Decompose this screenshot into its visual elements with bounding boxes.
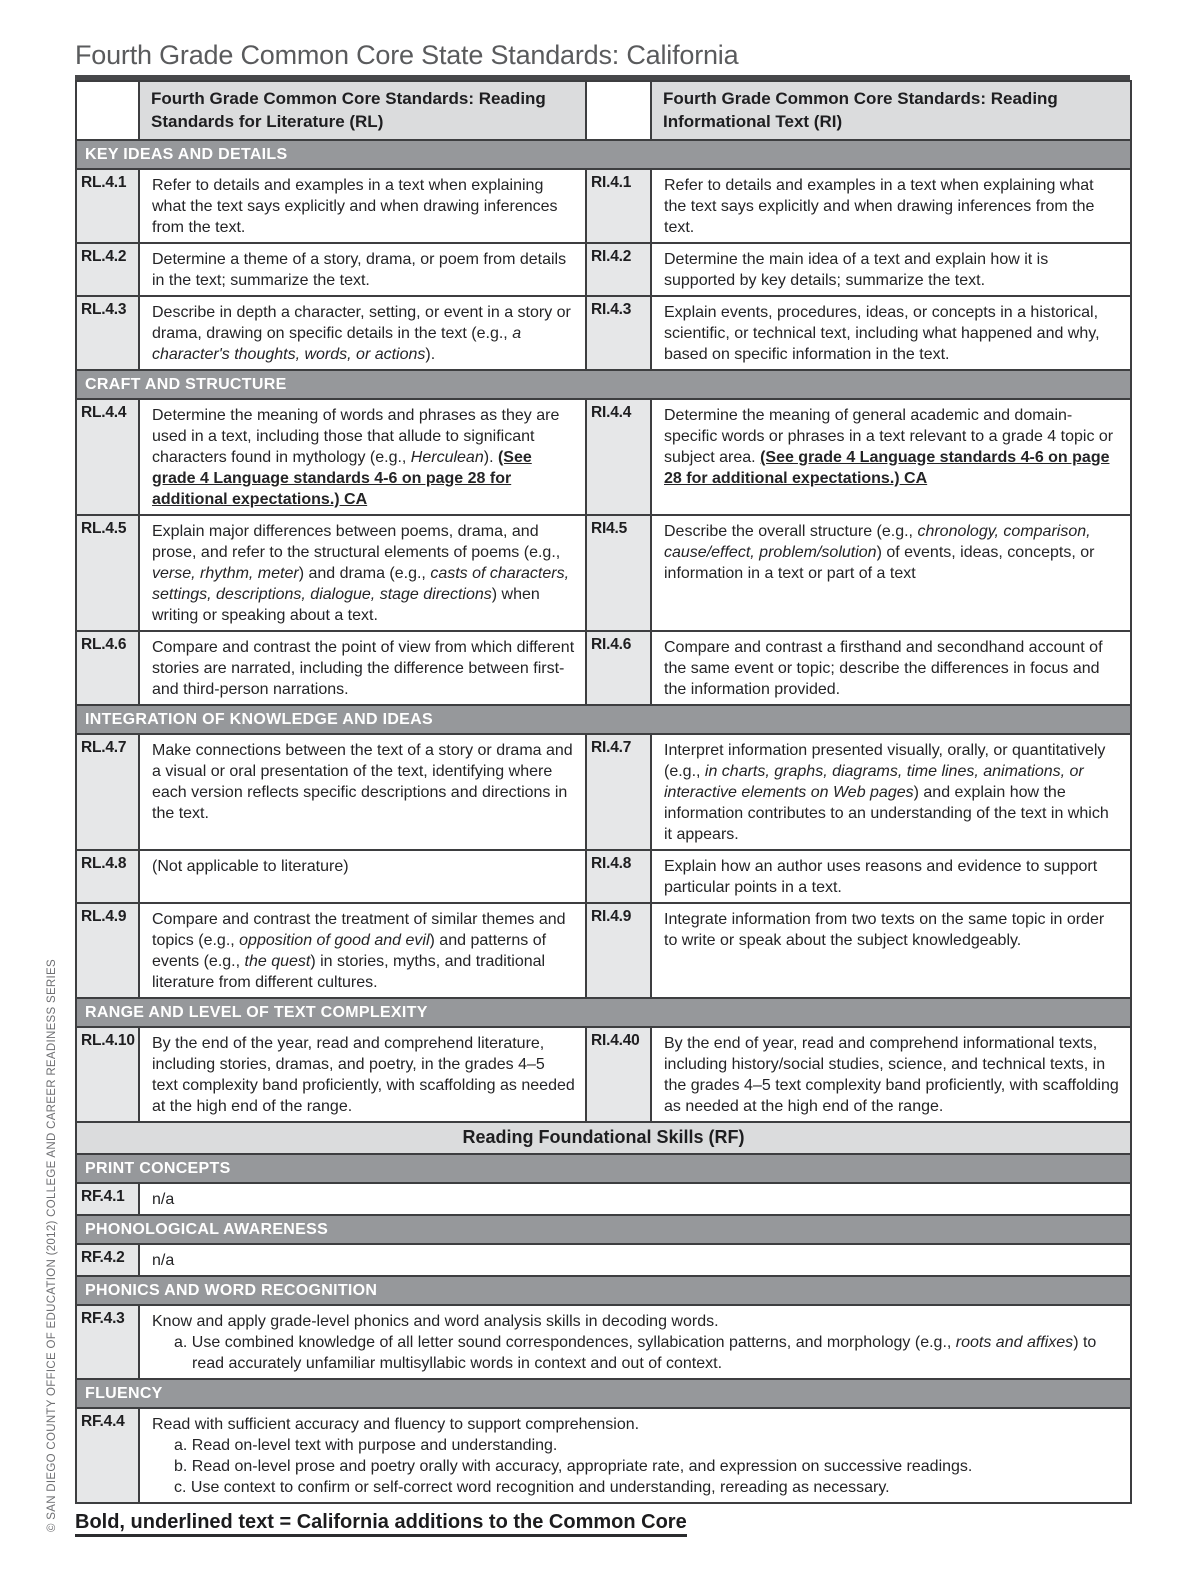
standard-row [76, 1408, 1131, 1503]
section-band-label: PHONICS AND WORD RECOGNITION [76, 1276, 1131, 1305]
standard-text: Compare and contrast the point of view from which different stories are narrated, including the difference between first- and third-person narrations. [139, 631, 586, 705]
standard-code: RI4.5 [586, 515, 651, 631]
standard-code: RL.4.5 [76, 515, 139, 631]
section-band-label: KEY IDEAS AND DETAILS [76, 140, 1131, 169]
section-band-print-concepts [76, 1154, 1131, 1183]
standard-text: n/a [139, 1183, 1131, 1215]
standard-code: RF.4.3 [76, 1305, 139, 1379]
page-title: Fourth Grade Common Core State Standards: California [75, 40, 739, 70]
section-band-integration [76, 705, 1131, 734]
standard-text: By the end of year, read and comprehend informational texts, including history/social studies, science, and technical texts, in the grades 4–5 text complexity band proficiently, with scaffolding as needed at the high end of the range. [651, 1027, 1131, 1122]
standard-main-text: Read with sufficient accuracy and fluency to support comprehension. [152, 1416, 640, 1433]
section-band-label: PHONOLOGICAL AWARENESS [76, 1215, 1131, 1244]
standard-row [76, 1244, 1131, 1276]
standards-table [75, 80, 1132, 1504]
section-band-phonics-word-recognition [76, 1276, 1131, 1305]
column-header-literature: Fourth Grade Common Core Standards: Reading Standards for Literature (RL) [139, 81, 586, 140]
standard-text: Refer to details and examples in a text when explaining what the text says explicitly and when drawing inferences from the text. [139, 169, 586, 243]
standard-text: Refer to details and examples in a text when explaining what the text says explicitly and when drawing inferences from the text. [651, 169, 1131, 243]
standard-code: RL.4.7 [76, 734, 139, 850]
standard-code: RL.4.10 [76, 1027, 139, 1122]
standard-code: RI.4.8 [586, 850, 651, 903]
standard-text: Compare and contrast the treatment of similar themes and topics (e.g., opposition of good and evil) and patterns of events (e.g., the quest) in stories, myths, and traditional literature from different cultures. [139, 903, 586, 998]
standard-subitem-a: a. Read on-level text with purpose and understanding. [174, 1437, 558, 1454]
standard-row [76, 734, 1131, 850]
section-band-label: RANGE AND LEVEL OF TEXT COMPLEXITY [76, 998, 1131, 1027]
standard-code: RF.4.4 [76, 1408, 139, 1503]
standard-row [76, 850, 1131, 903]
standard-code: RI.4.4 [586, 399, 651, 515]
section-band-label: INTEGRATION OF KNOWLEDGE AND IDEAS [76, 705, 1131, 734]
standard-text: Determine the meaning of words and phrases as they are used in a text, including those that allude to significant characters found in mythology (e.g., Herculean). (See grade 4 Language standards 4-6 on page 28 for additional expectations.) CA [139, 399, 586, 515]
standard-text: Interpret information presented visually, orally, or quantitatively (e.g., in charts, graphs, diagrams, time lines, animations, or interactive elements on Web pages) and explain how the information contributes to an understanding of the text in which it appears. [651, 734, 1131, 850]
standard-text: (Not applicable to literature) [139, 850, 586, 903]
standard-code: RL.4.8 [76, 850, 139, 903]
standard-text: Determine the meaning of general academic and domain-specific words or phrases in a text relevant to a grade 4 topic or subject area. (See grade 4 Language standards 4-6 on page 28 for additional expectations.) CA [651, 399, 1131, 515]
standard-row [76, 1305, 1131, 1379]
standard-subitem-b: b. Read on-level prose and poetry orally with accuracy, appropriate rate, and expression on successive readings. [174, 1458, 973, 1475]
section-band-label: CRAFT AND STRUCTURE [76, 370, 1131, 399]
standard-text: Integrate information from two texts on the same topic in order to write or speak about the subject knowledgeably. [651, 903, 1131, 998]
standard-code: RL.4.6 [76, 631, 139, 705]
standard-row [76, 903, 1131, 998]
standard-row [76, 1183, 1131, 1215]
header-spacer-left [76, 81, 139, 140]
standard-code: RI.4.3 [586, 296, 651, 370]
standard-text: Determine the main idea of a text and explain how it is supported by key details; summarize the text. [651, 243, 1131, 296]
section-band-craft-structure [76, 370, 1131, 399]
header-spacer-right [586, 81, 651, 140]
standard-text: Explain how an author uses reasons and evidence to support particular points in a text. [651, 850, 1131, 903]
standard-text [139, 1305, 1131, 1379]
standard-subitem-c: c. Use context to confirm or self-correct word recognition and understanding, rereading as necessary. [174, 1479, 890, 1496]
standard-row [76, 399, 1131, 515]
standard-code: RI.4.40 [586, 1027, 651, 1122]
standard-row [76, 169, 1131, 243]
standard-code: RI.4.1 [586, 169, 651, 243]
standard-text: Describe in depth a character, setting, or event in a story or drama, drawing on specific details in the text (e.g., a character's thoughts, words, or actions). [139, 296, 586, 370]
standard-code: RL.4.4 [76, 399, 139, 515]
standard-code: RI.4.7 [586, 734, 651, 850]
section-band-key-ideas [76, 140, 1131, 169]
table-header-row [76, 81, 1131, 140]
standard-text: Explain events, procedures, ideas, or concepts in a historical, scientific, or technical text, including what happened and why, based on specific information in the text. [651, 296, 1131, 370]
standard-code: RI.4.9 [586, 903, 651, 998]
standard-main-text: Know and apply grade-level phonics and word analysis skills in decoding words. [152, 1313, 719, 1330]
standard-text: Compare and contrast a firsthand and secondhand account of the same event or topic; describe the differences in focus and the information provided. [651, 631, 1131, 705]
standard-text [139, 1408, 1131, 1503]
standard-text: By the end of the year, read and comprehend literature, including stories, dramas, and poetry, in the grades 4–5 text complexity band proficiently, with scaffolding as needed at the high end of the range. [139, 1027, 586, 1122]
section-band-range-complexity [76, 998, 1131, 1027]
standard-code: RI.4.2 [586, 243, 651, 296]
rf-title-row [76, 1122, 1131, 1154]
standard-text: Explain major differences between poems, drama, and prose, and refer to the structural elements of poems (e.g., verse, rhythm, meter) and drama (e.g., casts of characters, settings, descriptions, dialogue, stage directions) when writing or speaking about a text. [139, 515, 586, 631]
footer-note [75, 1511, 1200, 1534]
sidebar-copyright: © SAN DIEGO COUNTY OFFICE OF EDUCATION (2012) COLLEGE AND CAREER READINESS SERIES [46, 959, 58, 1532]
section-band-label: PRINT CONCEPTS [76, 1154, 1131, 1183]
standard-code: RI.4.6 [586, 631, 651, 705]
standard-code: RL.4.1 [76, 169, 139, 243]
footer-note-text: Bold, underlined text = California additions to the Common Core [75, 1511, 687, 1537]
standard-text: n/a [139, 1244, 1131, 1276]
standard-code: RL.4.3 [76, 296, 139, 370]
column-header-informational: Fourth Grade Common Core Standards: Reading Informational Text (RI) [651, 81, 1131, 140]
section-band-phonological-awareness [76, 1215, 1131, 1244]
standard-code: RL.4.9 [76, 903, 139, 998]
section-band-fluency [76, 1379, 1131, 1408]
standard-text: Determine a theme of a story, drama, or poem from details in the text; summarize the text. [139, 243, 586, 296]
standard-text: Make connections between the text of a story or drama and a visual or oral presentation of the text, identifying where each version reflects specific descriptions and directions in the text. [139, 734, 586, 850]
rf-section-title: Reading Foundational Skills (RF) [76, 1122, 1131, 1154]
standard-row [76, 515, 1131, 631]
standard-code: RL.4.2 [76, 243, 139, 296]
standard-row [76, 296, 1131, 370]
standard-row [76, 243, 1131, 296]
standard-text: Describe the overall structure (e.g., chronology, comparison, cause/effect, problem/solution) of events, ideas, concepts, or information in a text or part of a text [651, 515, 1131, 631]
standard-subitem-a: a. Use combined knowledge of all letter sound correspondences, syllabication patterns, and morphology (e.g., roots and affixes) to read accurately unfamiliar multisyllabic words in context and out of context. [174, 1334, 1097, 1372]
standard-code: RF.4.1 [76, 1183, 139, 1215]
standard-row [76, 1027, 1131, 1122]
standard-code: RF.4.2 [76, 1244, 139, 1276]
standard-row [76, 631, 1131, 705]
section-band-label: FLUENCY [76, 1379, 1131, 1408]
